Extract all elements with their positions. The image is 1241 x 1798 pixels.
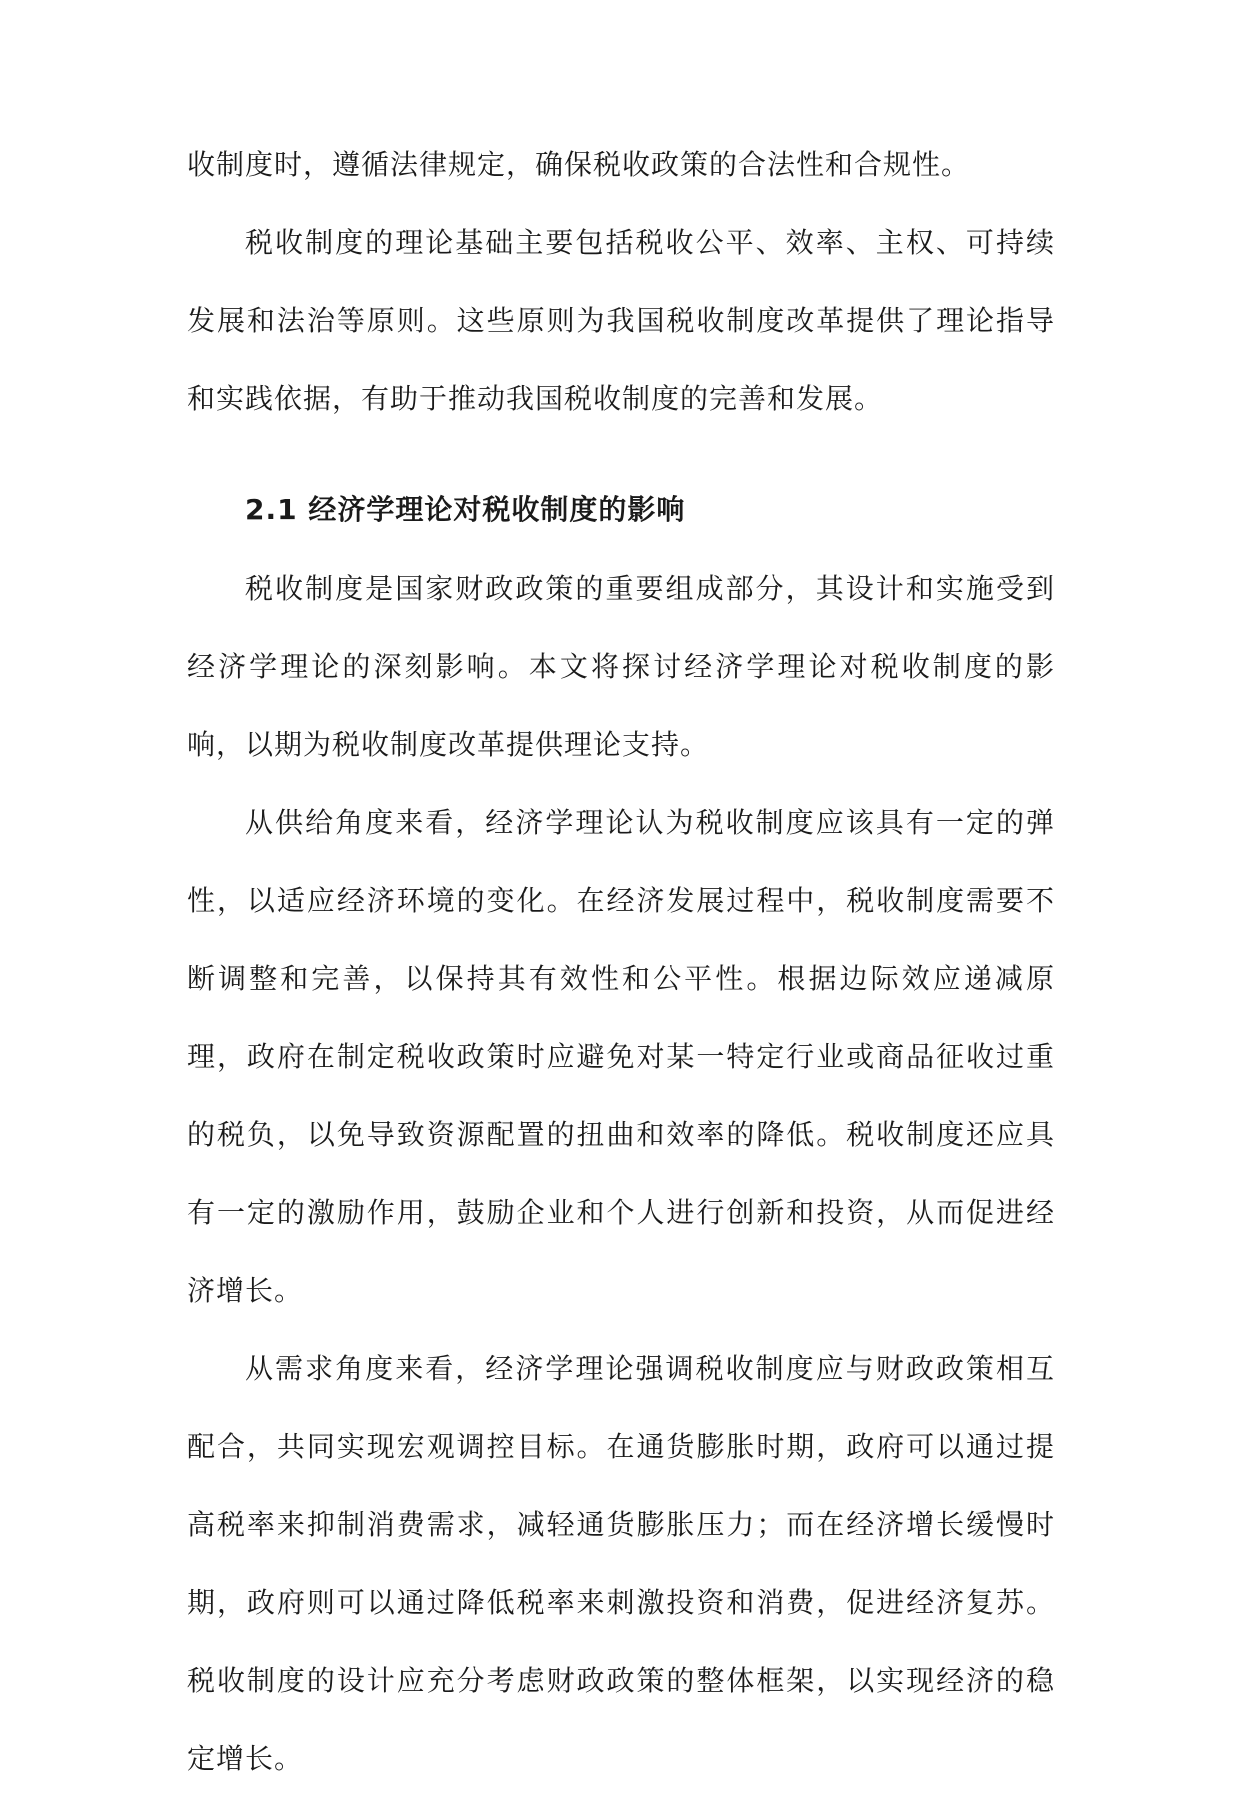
paragraph-continuation: 收制度时，遵循法律规定，确保税收政策的合法性和合规性。: [187, 148, 971, 181]
section-heading: 2.1 经济学理论对税收制度的影响: [245, 493, 686, 526]
paragraph-intro: 税收制度是国家财政政策的重要组成部分，其设计和实施受到经济学理论的深刻影响。本文将探讨经济学理论对税收制度的影响，以期为税收制度改革提供理论支持。: [187, 572, 1055, 761]
paragraph-theory-basis: 税收制度的理论基础主要包括税收公平、效率、主权、可持续发展和法治等原则。这些原则为我国税收制度改革提供了理论指导和实践依据，有助于推动我国税收制度的完善和发展。: [187, 226, 1055, 415]
paragraph-supply-side: 从供给角度来看，经济学理论认为税收制度应该具有一定的弹性，以适应经济环境的变化。在经济发展过程中，税收制度需要不断调整和完善，以保持其有效性和公平性。根据边际效应递减原理，政府在制定税收政策时应避免对某一特定行业或商品征收过重的税负，以免导致资源配置的扭曲和效率的降低。税收制度还应具有一定的激励作用，鼓励企业和个人进行创新和投资，从而促进经济增长。: [187, 806, 1055, 1307]
document-body: [187, 140, 1055, 1798]
paragraph-demand-side: 从需求角度来看，经济学理论强调税收制度应与财政政策相互配合，共同实现宏观调控目标。在通货膨胀时期，政府可以通过提高税率来抑制消费需求，减轻通货膨胀压力；而在经济增长缓慢时期，政府则可以通过降低税率来刺激投资和消费，促进经济复苏。税收制度的设计应充分考虑财政政策的整体框架，以实现经济的稳定增长。: [187, 1352, 1055, 1775]
